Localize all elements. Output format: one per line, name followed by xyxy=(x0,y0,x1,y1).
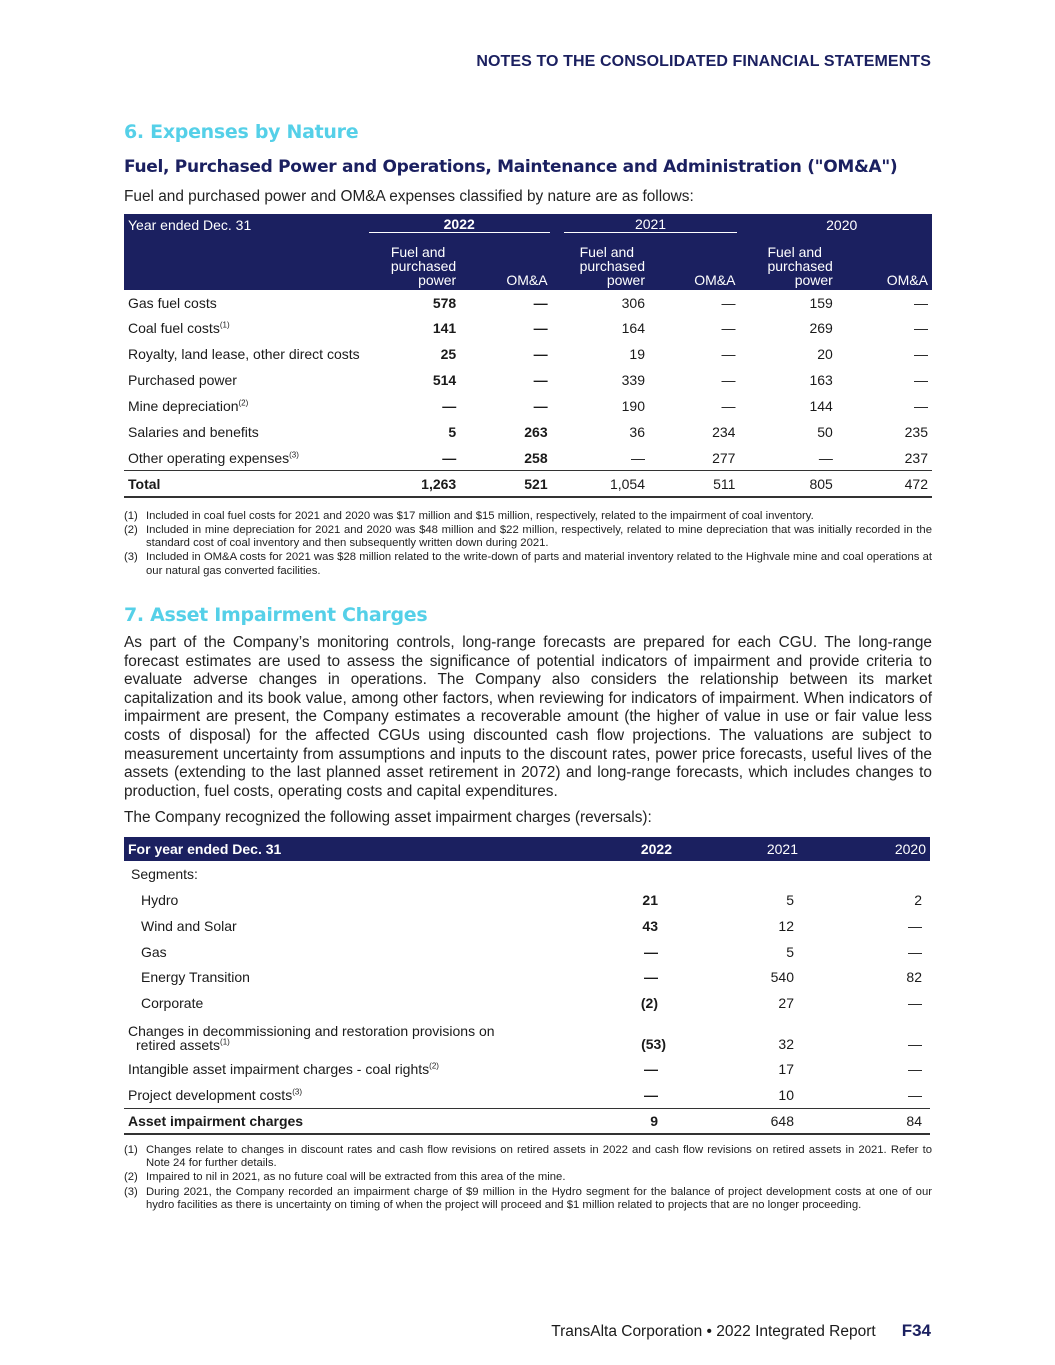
footnote-text: Included in mine depreciation for 2021 and 2020 was $48 million and $22 million, respectively, related to mine depreciation that was initially recorded in the standard cost of coal inventory and then subsequently written down during 2021. xyxy=(146,523,932,550)
footnote xyxy=(124,510,932,523)
cell-value: (2) xyxy=(640,995,658,1012)
cell-value: — xyxy=(914,346,928,363)
cell-value: — xyxy=(721,320,736,337)
total-value: 9 xyxy=(594,1108,676,1134)
impairment-year-2020: 2020 xyxy=(802,837,930,861)
table-row xyxy=(124,445,932,471)
table-row xyxy=(124,913,930,939)
impairment-table xyxy=(124,837,930,1135)
cell-value: 306 xyxy=(621,294,645,311)
cell-value: (53) xyxy=(641,1036,666,1053)
col-fuel-2022: Fuel and purchased power xyxy=(367,236,464,290)
cell-value: — xyxy=(442,449,457,466)
table-row xyxy=(124,939,930,965)
year-header-2021: 2021 xyxy=(564,216,738,233)
segment-label: Energy Transition xyxy=(141,969,250,986)
year-header-2020: 2020 xyxy=(826,216,858,233)
row-label: Gas fuel costs xyxy=(128,294,217,311)
impairment-year-2021: 2021 xyxy=(676,837,802,861)
cell-value: 163 xyxy=(809,372,833,389)
cell-value: 50 xyxy=(817,423,833,440)
table-row xyxy=(124,393,932,419)
cell-value: 540 xyxy=(770,969,794,986)
segment-label: Wind and Solar xyxy=(141,917,237,934)
col-fuel-2020: Fuel and purchased power xyxy=(743,236,840,290)
table-row xyxy=(124,965,930,991)
table-row xyxy=(124,419,932,445)
col-oma-2021: OM&A xyxy=(653,236,743,290)
cell-value: — xyxy=(644,943,658,960)
cell-value: — xyxy=(914,398,928,415)
cell-value: — xyxy=(721,398,736,415)
cell-value: — xyxy=(908,1086,922,1103)
decommissioning-label: Changes in decommissioning and restoration provisions on retired assets$^{(1)}$ xyxy=(128,1023,495,1054)
cell-value: 10 xyxy=(778,1086,794,1103)
cell-value: — xyxy=(908,917,922,934)
cell-value: 144 xyxy=(809,398,833,415)
cell-value: 32 xyxy=(778,1036,794,1053)
row-label: Mine depreciation$^{(2)}$ xyxy=(128,398,249,415)
cell-value: 235 xyxy=(904,423,928,440)
total-value: 648 xyxy=(676,1108,802,1134)
cell-value: — xyxy=(914,294,928,311)
cell-value: — xyxy=(631,449,645,466)
cell-value: 43 xyxy=(642,917,658,934)
cell-value: 20 xyxy=(817,346,833,363)
table-row xyxy=(124,990,930,1016)
cell-value: 27 xyxy=(778,995,794,1012)
cell-value: 2 xyxy=(914,891,922,908)
cell-value: — xyxy=(644,969,658,986)
cell-value: 277 xyxy=(712,449,736,466)
footnote-number: (3) xyxy=(124,551,138,564)
section-7-intro: The Company recognized the following asset impairment charges (reversals): xyxy=(124,809,652,827)
footnote-text: Impaired to nil in 2021, as no future coal will be extracted from this area of the mine. xyxy=(146,1171,566,1184)
footnote-text: Included in OM&A costs for 2021 was $28 million related to the write-down of parts and material inventory related to the Highvale mine and coal operations at our natural gas converted facilities. xyxy=(146,551,932,577)
impairment-total-row xyxy=(124,1108,930,1134)
cell-value: — xyxy=(533,294,548,311)
cell-value: 269 xyxy=(809,320,833,337)
table-row xyxy=(124,315,932,341)
cell-value: — xyxy=(721,372,736,389)
cell-value: — xyxy=(533,372,548,389)
footnote-number: (2) xyxy=(124,1171,138,1184)
cell-value: 164 xyxy=(621,320,645,337)
col-oma-2020: OM&A xyxy=(841,236,932,290)
page-footer xyxy=(551,1321,931,1341)
total-row xyxy=(124,471,932,497)
page-number: F34 xyxy=(901,1321,931,1340)
table-head-label: Year ended Dec. 31 xyxy=(124,214,367,236)
impairment-head-label: For year ended Dec. 31 xyxy=(124,837,594,861)
cell-value: — xyxy=(533,320,548,337)
section-6-subtitle: Fuel, Purchased Power and Operations, Maintenance and Administration ("OM&A") xyxy=(124,157,898,177)
segment-label: Corporate xyxy=(141,995,204,1012)
decommissioning-row xyxy=(124,1016,930,1056)
total-label: Total xyxy=(124,471,367,497)
segments-header-row xyxy=(124,861,930,887)
page-header-title: NOTES TO THE CONSOLIDATED FINANCIAL STATEMENTS xyxy=(476,53,931,70)
expenses-table xyxy=(124,214,932,498)
cell-value: 17 xyxy=(778,1061,794,1078)
total-value: 1,263 xyxy=(367,471,464,497)
cell-value: 258 xyxy=(524,449,548,466)
cell-value: 141 xyxy=(432,320,457,337)
cell-value: 514 xyxy=(432,372,457,389)
row-label: Royalty, land lease, other direct costs xyxy=(128,346,360,363)
total-value: 511 xyxy=(653,471,743,497)
footnote xyxy=(124,551,932,577)
footnote-number: (1) xyxy=(124,509,138,522)
footnote-number: (2) xyxy=(124,523,138,536)
cell-value: 237 xyxy=(904,449,928,466)
cell-value: 82 xyxy=(906,969,922,986)
section-7-paragraph: As part of the Company’s monitoring controls, long-range forecasts are prepared for each CGU. The long-range forecast estimates are used to assess the significance of potential indicators of impairment and provide criteria to evaluate adverse changes in operations. The Company also considers the relationship between its market capitalization and its book value, among other factors, when reviewing for indicators of impairment. When indicators of impairment are present, the Company estimates a recoverable amount (the higher of value in use or fair value less costs of disposal) for the affected CGUs using discounted cash flow projections. The valuations are subject to measurement uncertainty from assumptions and inputs to the discount rates, power price forecasts, useful lives of the assets (extending to the last planned asset retirement in 2072) and long-range forecasts, which includes changes to production, fuel costs, operating costs and capital expenditures. xyxy=(124,634,932,800)
col-fuel-2021: Fuel and purchased power xyxy=(556,236,653,290)
section-7-title: 7. Asset Impairment Charges xyxy=(124,604,428,626)
total-value: 84 xyxy=(802,1108,930,1134)
cell-value: — xyxy=(644,1061,658,1078)
footnote-number: (3) xyxy=(124,1185,138,1198)
section-7-footnotes xyxy=(124,1144,932,1212)
cell-value: — xyxy=(908,943,922,960)
cell-value: — xyxy=(908,1036,922,1053)
year-header-2022: 2022 xyxy=(369,216,550,233)
section-expenses-by-nature xyxy=(124,121,932,579)
cell-value: — xyxy=(818,449,833,466)
footnote xyxy=(124,1186,932,1212)
impairment-year-2022: 2022 xyxy=(594,837,676,861)
cell-value: 190 xyxy=(621,398,645,415)
row-label: Coal fuel costs$^{(1)}$ xyxy=(128,320,230,337)
footnote-text: Included in coal fuel costs for 2021 and 2020 was $17 million and $15 million, respectively, related to the impairment of coal inventory. xyxy=(146,509,814,522)
impairment-total-label: Asset impairment charges xyxy=(124,1108,594,1134)
footnote-number: (1) xyxy=(124,1143,138,1156)
table-row xyxy=(124,887,930,913)
total-value: 472 xyxy=(841,471,932,497)
cell-value: — xyxy=(442,398,457,415)
cell-value: 339 xyxy=(621,372,645,389)
cell-value: 5 xyxy=(448,423,457,440)
cell-value: 36 xyxy=(629,423,645,440)
segments-label: Segments: xyxy=(131,865,198,882)
section-asset-impairment xyxy=(124,604,932,1213)
row-label: Salaries and benefits xyxy=(128,423,259,440)
total-value: 805 xyxy=(743,471,840,497)
cell-value: — xyxy=(644,1086,658,1103)
cell-value: — xyxy=(914,372,928,389)
cell-value: 5 xyxy=(786,891,794,908)
total-value: 1,054 xyxy=(556,471,653,497)
cell-value: 19 xyxy=(629,346,645,363)
section-6-footnotes xyxy=(124,510,932,578)
cell-value: — xyxy=(908,1061,922,1078)
cell-value: — xyxy=(914,320,928,337)
cell-value: 12 xyxy=(778,917,794,934)
cell-value: 234 xyxy=(712,423,736,440)
cell-value: 25 xyxy=(440,346,457,363)
row-label: Other operating expenses$^{(3)}$ xyxy=(128,449,299,466)
cell-value: — xyxy=(533,346,548,363)
table-row xyxy=(124,1082,930,1108)
row-label: Purchased power xyxy=(128,372,237,389)
cell-value: 5 xyxy=(786,943,794,960)
cell-value: — xyxy=(533,398,548,415)
section-6-intro: Fuel and purchased power and OM&A expenses classified by nature are as follows: xyxy=(124,188,694,205)
footnote xyxy=(124,524,932,550)
cell-value: 159 xyxy=(809,294,833,311)
total-value: 521 xyxy=(464,471,555,497)
cell-value: 578 xyxy=(432,294,457,311)
table-row xyxy=(124,1056,930,1082)
footnote xyxy=(124,1144,932,1170)
section-6-title: 6. Expenses by Nature xyxy=(124,121,359,143)
footnote-text: Changes relate to changes in discount rates and cash flow revisions on retired assets in 2022 and cash flow revisions on retired assets in 2021. Refer to Note 24 for further details. xyxy=(146,1143,932,1170)
cell-value: 21 xyxy=(642,891,658,908)
cell-value: — xyxy=(721,294,736,311)
table-row xyxy=(124,290,932,316)
segment-label: Gas xyxy=(141,943,167,960)
row-label: Project development costs$^{(3)}$ xyxy=(128,1086,302,1103)
footnote xyxy=(124,1171,932,1184)
footnote-text: During 2021, the Company recorded an impairment charge of $9 million in the Hydro segment for the balance of project development costs at one of our hydro facilities as there is uncertainty on timing of when the project will proceed and $1 million related to projects that are no longer proceeding. xyxy=(146,1185,932,1211)
footer-text: TransAlta Corporation • 2022 Integrated Report xyxy=(551,1323,876,1340)
cell-value: — xyxy=(721,346,736,363)
cell-value: — xyxy=(908,995,922,1012)
row-label: Intangible asset impairment charges - coal rights$^{(2)}$ xyxy=(128,1061,439,1078)
table-row xyxy=(124,367,932,393)
cell-value: 263 xyxy=(524,423,548,440)
segment-label: Hydro xyxy=(141,891,179,908)
col-oma-2022: OM&A xyxy=(464,236,555,290)
table-row xyxy=(124,341,932,367)
